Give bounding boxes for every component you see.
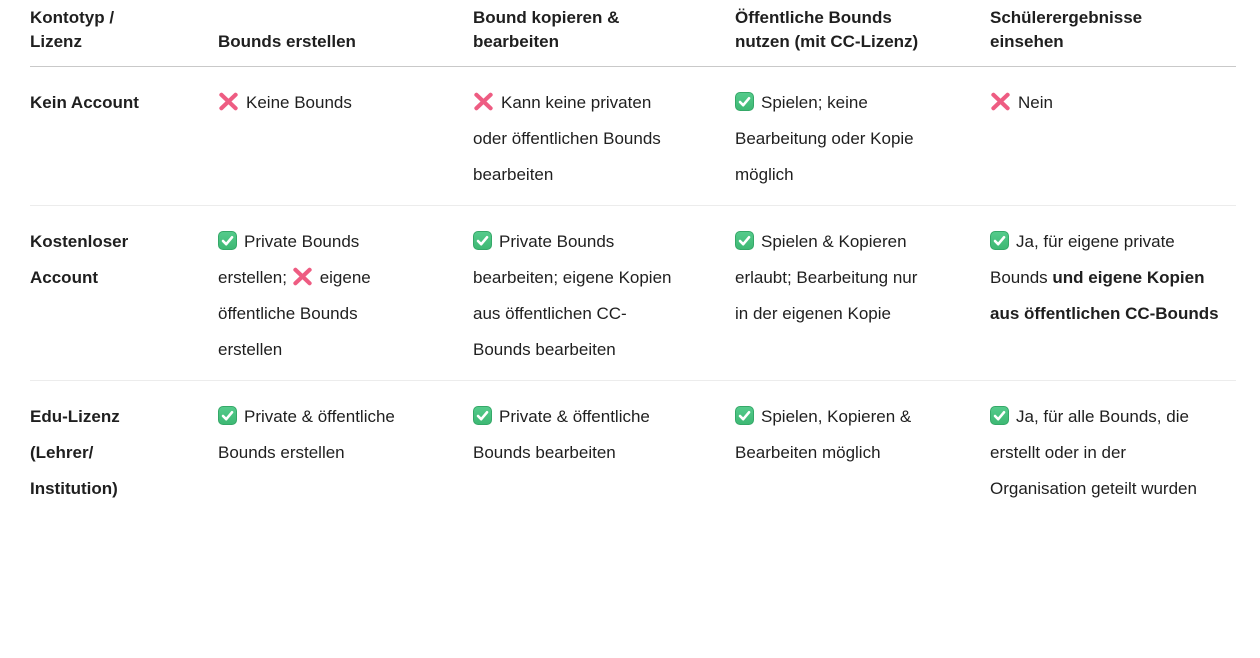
column-header-label: Bound kopieren & bearbeiten [473,8,620,51]
column-header-label: Öffentliche Bounds nutzen (mit CC-Lizenz) [735,8,919,51]
table-cell [735,381,990,520]
table-cell [990,67,1236,206]
cell-text: Ja, für eigene private Bounds [990,232,1175,287]
check-icon [735,231,754,250]
check-icon [473,406,492,425]
cross-icon [292,267,313,286]
cell-text: Ja, für alle Bounds, die erstellt oder in der Organisation geteilt wurden [990,407,1197,498]
table-cell [990,206,1236,381]
column-header-schuelerergebnisse-einsehen [990,6,1236,67]
table-cell [735,206,990,381]
account-permissions-table [30,6,1236,519]
cell-text-bold: und eigene Kopien aus öffentlichen CC-Bounds [990,268,1219,323]
cell-text: Nein [1018,93,1053,112]
cell-text: Private Bounds erstellen; [218,232,360,287]
column-header-kontotyp-lizenz [30,6,218,67]
table-cell [473,381,735,520]
table-cell [473,67,735,206]
check-icon [735,406,754,425]
table-row [30,67,1236,206]
header-row [30,6,1236,67]
check-icon [218,406,237,425]
cross-icon [218,92,239,111]
cell-text: Private & öffentliche Bounds bearbeiten [473,407,650,462]
row-label: Kostenloser Account [30,232,129,287]
cell-text: eigene öffentliche Bounds erstellen [218,268,371,359]
cell-text: Private & öffentliche Bounds erstellen [218,407,395,462]
cell-text: Keine Bounds [246,93,352,112]
row-label: Edu-Lizenz (Lehrer/ Institution) [30,407,120,498]
cross-icon [990,92,1011,111]
row-label: Kein Account [30,93,139,112]
check-icon [735,92,754,111]
table-cell [218,206,473,381]
column-header-label: Bounds erstellen [218,32,356,51]
table-row [30,206,1236,381]
cross-icon [473,92,494,111]
check-icon [218,231,237,250]
table-header [30,6,1236,67]
check-icon [990,406,1009,425]
cell-text: Kann keine privaten oder öffentlichen Bounds bearbeiten [473,93,661,184]
table-cell [218,381,473,520]
column-header-oeffentliche-bounds-nutzen [735,6,990,67]
check-icon [990,231,1009,250]
table-cell [218,67,473,206]
column-header-bound-kopieren-bearbeiten [473,6,735,67]
column-header-bounds-erstellen [218,6,473,67]
table-cell [735,67,990,206]
table-cell [990,381,1236,520]
table-body [30,67,1236,520]
table-cell [473,206,735,381]
cell-text: Spielen, Kopieren & Bearbeiten möglich [735,407,912,462]
column-header-label: Kontotyp / Lizenz [30,8,115,51]
table-row [30,381,1236,520]
cell-text: Spielen & Kopieren erlaubt; Bearbeitung nur in der eigenen Kopie [735,232,918,323]
column-header-label: Schülerergebnisse einsehen [990,8,1143,51]
check-icon [473,231,492,250]
cell-text: Spielen; keine Bearbeitung oder Kopie möglich [735,93,914,184]
cell-text: Private Bounds bearbeiten; eigene Kopien aus öffentlichen CC-Bounds bearbeiten [473,232,672,359]
